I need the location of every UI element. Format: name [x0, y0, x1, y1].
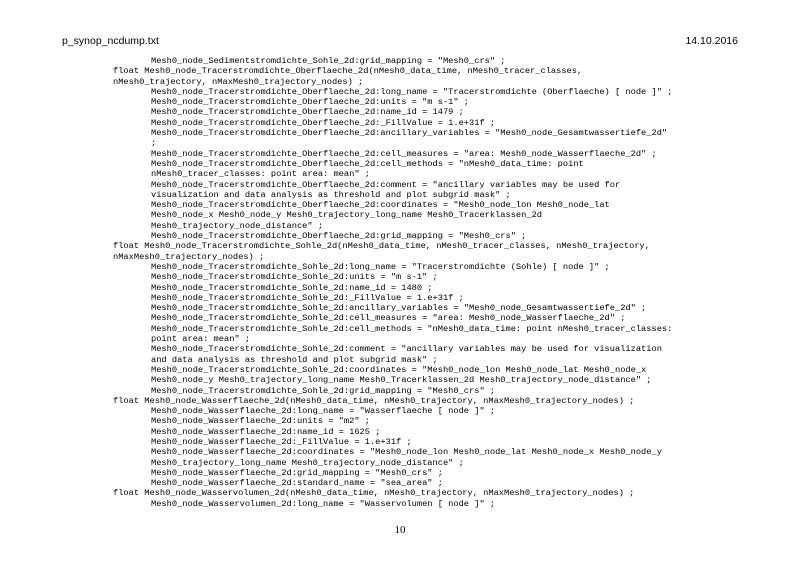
text-line: Mesh0_node_Tracerstromdichte_Sohle_2d:ancillary_variables = "Mesh0_node_Gesamtwassertiefe_2d" ;	[151, 303, 647, 314]
text-line: Mesh0_node_Wasserflaeche_2d:units = "m2" ;	[151, 416, 370, 427]
text-line: Mesh0_trajectory_long_name Mesh0_trajectory_node_distance" ;	[151, 457, 464, 468]
text-line: nMaxMesh0_trajectory_nodes) ;	[113, 251, 265, 262]
text-line: Mesh0_node_Wasserflaeche_2d:standard_name = "sea_area" ;	[151, 478, 443, 489]
text-line: Mesh0_node_Sedimentstromdichte_Sohle_2d:grid_mapping = "Mesh0_crs" ;	[151, 56, 506, 66]
page-number: 10	[394, 524, 406, 536]
text-line: Mesh0_node_Tracerstromdichte_Sohle_2d:units = "m s-1" ;	[151, 272, 438, 283]
text-line: point area: mean" ;	[151, 334, 251, 345]
text-line: Mesh0_node_Tracerstromdichte_Sohle_2d:cell_measures = "area: Mesh0_node_Wasserflaeche_2d" ;	[151, 313, 626, 324]
text-line: float Mesh0_node_Wasservolumen_2d(nMesh0_data_time, nMesh0_trajectory, nMaxMesh0_trajectory_nodes) ;	[113, 488, 635, 499]
text-line: Mesh0_node_Tracerstromdichte_Oberflaeche_2d:coordinates = "Mesh0_node_lon Mesh0_node_lat	[151, 200, 610, 211]
text-line: Mesh0_node_Tracerstromdichte_Sohle_2d:comment = "ancillary variables may be used for visualization	[151, 344, 662, 355]
document-date: 14.10.2016	[685, 35, 738, 47]
document-filename: p_synop_ncdump.txt	[62, 35, 159, 47]
text-line: Mesh0_node_Tracerstromdichte_Oberflaeche_2d:grid_mapping = "Mesh0_crs" ;	[151, 231, 527, 242]
text-line: Mesh0_node_Wasserflaeche_2d:_FillValue = 1.e+31f ;	[151, 436, 412, 447]
text-line: Mesh0_node_Wasserflaeche_2d:long_name = "Wasserflaeche [ node ]" ;	[151, 406, 496, 417]
text-line: Mesh0_node_Wasserflaeche_2d:name_id = 1625 ;	[151, 426, 381, 437]
text-line: Mesh0_node_Tracerstromdichte_Oberflaeche_2d:units = "m s-1" ;	[151, 97, 470, 108]
text-line: nMesh0_trajectory, nMaxMesh0_trajectory_nodes) ;	[113, 76, 364, 87]
ncdump-text-body	[0, 56, 800, 509]
text-line: Mesh0_node_y Mesh0_trajectory_long_name Mesh0_Tracerklassen_2d Mesh0_trajectory_node_distance" ;	[151, 375, 652, 386]
text-line: Mesh0_trajectory_node_distance" ;	[151, 220, 324, 231]
text-line: Mesh0_node_Wasserflaeche_2d:grid_mapping = "Mesh0_crs" ;	[151, 467, 443, 478]
text-line: Mesh0_node_Tracerstromdichte_Sohle_2d:coordinates = "Mesh0_node_lon Mesh0_node_lat Mesh0_node_x	[151, 364, 647, 375]
text-line: Mesh0_node_Tracerstromdichte_Oberflaeche_2d:name_id = 1479 ;	[151, 107, 464, 118]
text-line: Mesh0_node_Tracerstromdichte_Oberflaeche_2d:_FillValue = 1.e+31f ;	[151, 117, 496, 128]
text-line: Mesh0_node_Tracerstromdichte_Sohle_2d:cell_methods = "nMesh0_data_time: point nMesh0_tracer_classes:	[151, 323, 673, 334]
text-line: and data analysis as threshold and plot subgrid mask" ;	[151, 354, 438, 365]
text-line: float Mesh0_node_Tracerstromdichte_Oberflaeche_2d(nMesh0_data_time, nMesh0_tracer_classes,	[113, 66, 583, 77]
text-line: Mesh0_node_Wasservolumen_2d:long_name = "Wasservolumen [ node ]" ;	[151, 498, 496, 509]
text-line: Mesh0_node_Tracerstromdichte_Sohle_2d:name_id = 1480 ;	[151, 282, 433, 293]
text-line: Mesh0_node_Tracerstromdichte_Oberflaeche_2d:ancillary_variables = "Mesh0_node_Gesamtwassertiefe_2d"	[151, 128, 668, 139]
text-line: Mesh0_node_Wasserflaeche_2d:coordinates = "Mesh0_node_lon Mesh0_node_lat Mesh0_node_x Mesh0_node_y	[151, 447, 662, 458]
text-line: Mesh0_node_Tracerstromdichte_Oberflaeche_2d:cell_methods = "nMesh0_data_time: point	[151, 158, 584, 169]
text-line: Mesh0_node_Tracerstromdichte_Sohle_2d:_FillValue = 1.e+31f ;	[151, 292, 464, 303]
text-line: Mesh0_node_Tracerstromdichte_Sohle_2d:grid_mapping = "Mesh0_crs" ;	[151, 385, 496, 396]
text-line: visualization and data analysis as threshold and plot subgrid mask" ;	[151, 189, 511, 200]
text-line: ;	[151, 138, 157, 149]
text-line: Mesh0_node_Tracerstromdichte_Sohle_2d:long_name = "Tracerstromdichte (Sohle) [ node ]" ;	[151, 261, 610, 272]
text-line: Mesh0_node_Tracerstromdichte_Oberflaeche_2d:comment = "ancillary variables may be used for	[151, 179, 621, 190]
text-line: Mesh0_node_Tracerstromdichte_Oberflaeche_2d:long_name = "Tracerstromdichte (Oberflaeche) [ node ]" ;	[151, 86, 673, 97]
text-line: Mesh0_node_Tracerstromdichte_Oberflaeche_2d:cell_measures = "area: Mesh0_node_Wasserflaeche_2d" ;	[151, 148, 657, 159]
text-line: Mesh0_node_x Mesh0_node_y Mesh0_trajectory_long_name Mesh0_Tracerklassen_2d	[151, 210, 543, 221]
text-line: float Mesh0_node_Tracerstromdichte_Sohle_2d(nMesh0_data_time, nMesh0_tracer_classes, nMesh0_trajectory,	[113, 241, 650, 252]
text-line: nMesh0_tracer_classes: point area: mean" ;	[151, 169, 370, 180]
text-line: float Mesh0_node_Wasserflaeche_2d(nMesh0_data_time, nMesh0_trajectory, nMaxMesh0_trajectory_nodes) ;	[113, 395, 635, 406]
